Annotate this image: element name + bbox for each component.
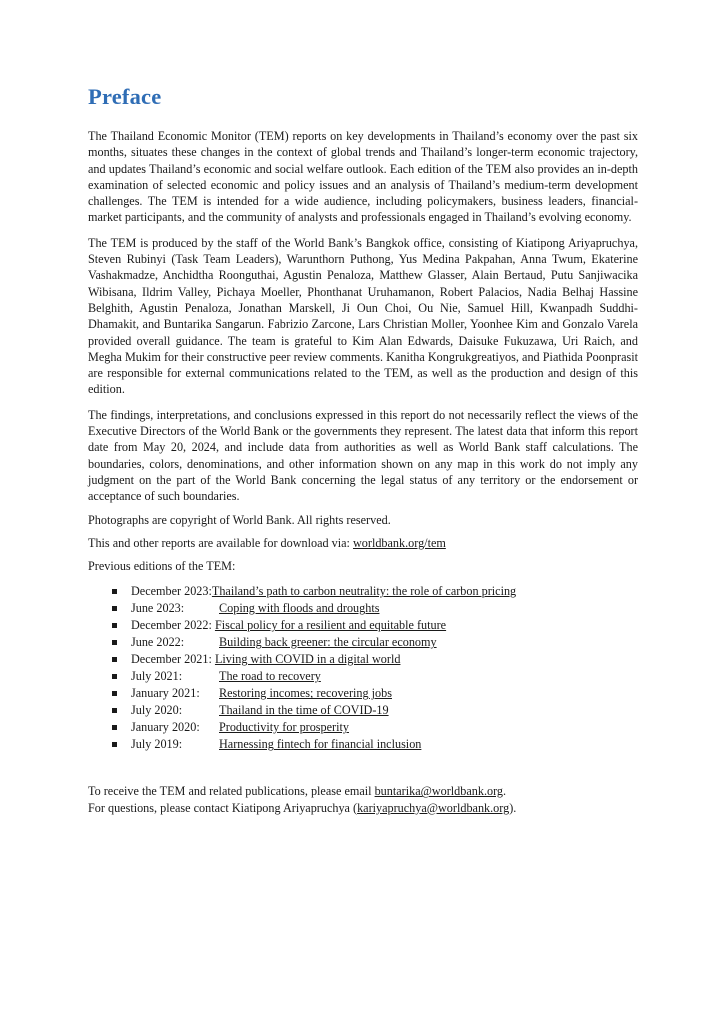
edition-date: July 2019: xyxy=(131,737,183,752)
edition-date: December 2021: xyxy=(131,652,212,667)
list-item xyxy=(112,617,638,634)
disclaimer-paragraph: The findings, interpretations, and conclusions expressed in this report do not necessarily reflect the views of the Executive Directors of the World Bank or the governments they represent. The latest data that inform this report date from May 20, 2024, and include data from authorities as well as World Bank staff calculations. The boundaries, colors, denominations, and other information shown on any map in this work do not imply any judgment on the part of the World Bank concerning the legal status of any territory or the endorsement or acceptance of such boundaries. xyxy=(88,407,638,504)
questions-text: For questions, please contact Kiatipong Ariyapruchya ( xyxy=(88,800,358,815)
list-item xyxy=(112,702,638,719)
download-line xyxy=(88,535,638,551)
contact-block xyxy=(88,783,638,816)
subscribe-email-link[interactable]: buntarika@worldbank.org xyxy=(374,784,504,799)
download-link[interactable]: worldbank.org/tem xyxy=(352,535,446,550)
previous-editions-label: Previous editions of the TEM: xyxy=(88,559,236,574)
edition-link[interactable]: Harnessing fintech for financial inclusion xyxy=(219,737,422,752)
preface-content xyxy=(88,84,638,816)
edition-date: July 2021: xyxy=(131,669,183,684)
edition-date: January 2020: xyxy=(131,720,200,735)
edition-date: December 2023: xyxy=(131,584,212,599)
edition-link[interactable]: Coping with floods and droughts xyxy=(219,601,380,616)
questions-suffix: ). xyxy=(509,800,517,815)
list-item xyxy=(112,719,638,736)
edition-link[interactable]: Productivity for prosperity xyxy=(219,720,349,735)
list-item xyxy=(112,600,638,617)
edition-link[interactable]: Building back greener: the circular economy xyxy=(219,635,437,650)
questions-email-link[interactable]: kariyapruchya@worldbank.org xyxy=(357,800,510,815)
edition-date: January 2021: xyxy=(131,686,200,701)
list-item xyxy=(112,668,638,685)
edition-date: June 2022: xyxy=(131,635,185,650)
editions-list xyxy=(88,583,638,753)
edition-link[interactable]: The road to recovery xyxy=(219,669,321,684)
subscribe-suffix: . xyxy=(503,784,507,799)
list-item xyxy=(112,736,638,753)
list-item xyxy=(112,685,638,702)
intro-paragraph: The Thailand Economic Monitor (TEM) reports on key developments in Thailand’s economy over the past six months, situates these changes in the context of global trends and Thailand’s longer-term economic trajectory, and updates Thailand’s economic and social welfare outlook. Each edition of the TEM also provides an in-depth examination of selected economic and policy issues and an analysis of Thailand’s medium-term development challenges. The TEM is intended for a wide audience, including policymakers, business leaders, financial-market participants, and the community of analysts and professionals engaged in Thailand’s evolving economy. xyxy=(88,129,638,225)
list-item xyxy=(112,583,638,600)
subscribe-text: To receive the TEM and related publications, please email xyxy=(88,784,375,799)
list-item xyxy=(112,651,638,668)
edition-date: December 2022: xyxy=(131,618,212,633)
edition-link[interactable]: Thailand in the time of COVID-19 xyxy=(219,703,389,718)
page-title: Preface xyxy=(88,84,162,109)
edition-link[interactable]: Living with COVID in a digital world xyxy=(214,652,401,667)
edition-date: July 2020: xyxy=(131,703,183,718)
photo-copyright: Photographs are copyright of World Bank. All rights reserved. xyxy=(88,512,391,527)
edition-date: June 2023: xyxy=(131,601,185,616)
subscribe-line xyxy=(88,783,638,799)
edition-link[interactable]: Fiscal policy for a resilient and equitable future xyxy=(214,618,447,633)
team-paragraph: The TEM is produced by the staff of the World Bank’s Bangkok office, consisting of Kiatipong Ariyapruchya, Steven Rubinyi (Task Team Leaders), Warunthorn Puthong, Yus Medina Pakpahan, Anna Twum, Ekaterine Vashakmadze, Anchidtha Roonguthai, Agustin Penaloza, Matthew Glasser, Alain Bertaud, Putu Sanjiwacika Wibisana, Ildrim Valley, Pichaya Moeller, Phonthanat Uruhamanon, Robert Palacios, Nadia Belhaj Hassine Belghith, Agustin Penaloza, Jonathan Marskell, Ji Oun Choi, Ou Nie, Samuel Hill, Kwanpadh Suddhi-Dhamakit, and Buntarika Sangarun. Fabrizio Zarcone, Lars Christian Moller, Yoonhee Kim and Gonzalo Varela provided overall guidance. The team is grateful to Kim Alan Edwards, Daisuke Fukuzawa, Uri Raich, and Megha Mukim for their constructive peer review comments. Kanitha Kongrukgreatiyos, and Piathida Poonprasit are responsible for external communications related to the TEM, as well as the production and design of this edition. xyxy=(88,235,638,397)
download-text: This and other reports are available for download via: xyxy=(88,535,353,550)
edition-link[interactable]: Restoring incomes; recovering jobs xyxy=(219,686,392,701)
edition-link[interactable]: Thailand’s path to carbon neutrality: the role of carbon pricing xyxy=(211,584,517,599)
list-item xyxy=(112,634,638,651)
questions-line xyxy=(88,800,638,816)
